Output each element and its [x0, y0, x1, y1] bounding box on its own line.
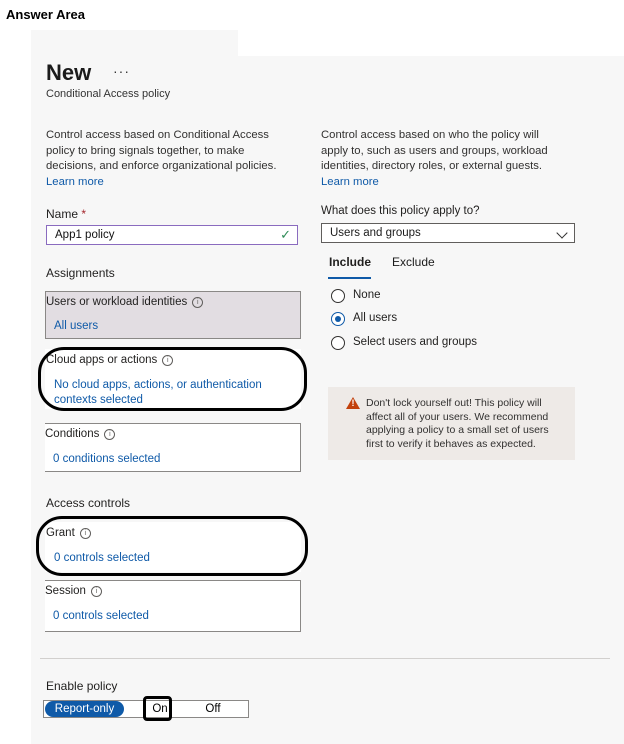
policy-name-value: App1 policy — [55, 229, 115, 241]
users-card-value[interactable]: All users — [54, 320, 99, 332]
info-icon: i — [162, 355, 173, 366]
left-learn-more-link[interactable]: Learn more — [46, 175, 104, 188]
warning-icon-mark: ! — [351, 398, 355, 408]
chevron-down-icon — [556, 227, 567, 238]
radio-none[interactable] — [331, 289, 345, 303]
session-card-title — [45, 585, 102, 597]
page-subtitle: Conditional Access policy — [46, 88, 171, 100]
tab-include[interactable]: Include — [329, 255, 372, 269]
right-description — [321, 128, 561, 190]
lockout-warning — [328, 387, 575, 460]
left-description-text: Control access based on Conditional Access policy to bring signals together, to make decisions, and enforce organizational policies. — [46, 129, 277, 172]
cloud-apps-value-line1: No cloud apps, actions, or authentication — [54, 379, 262, 391]
highlight-oval-grant — [36, 516, 308, 576]
option-report-only[interactable]: Report-only — [45, 701, 124, 717]
users-card-title-text: Users or workload identities — [46, 296, 188, 308]
radio-all-users[interactable] — [331, 312, 345, 326]
users-workload-card[interactable] — [45, 291, 301, 339]
name-label — [46, 207, 86, 221]
session-card-value[interactable]: 0 controls selected — [53, 610, 149, 622]
page-title: New — [46, 60, 92, 85]
highlight-box-on — [143, 696, 172, 721]
valid-check-icon: ✓ — [280, 227, 291, 242]
tab-exclude[interactable]: Exclude — [392, 255, 435, 269]
left-description — [46, 128, 286, 190]
info-icon: i — [104, 429, 115, 440]
tab-active-underline — [328, 277, 371, 279]
divider — [40, 658, 610, 659]
session-card[interactable] — [45, 580, 301, 632]
panel-top-mask — [238, 30, 624, 56]
grant-card-title-text: Grant — [46, 527, 75, 539]
conditions-card-title — [45, 428, 115, 440]
more-options-button[interactable]: ··· — [113, 63, 130, 79]
cloud-apps-card-title-text: Cloud apps or actions — [46, 354, 158, 366]
session-card-title-text: Session — [45, 585, 86, 597]
name-label-text: Name — [46, 207, 79, 221]
info-icon: i — [80, 528, 91, 539]
conditions-card-title-text: Conditions — [45, 428, 100, 440]
highlight-oval-cloud-apps — [38, 347, 307, 411]
grant-card-value[interactable]: 0 controls selected — [54, 552, 150, 564]
warning-text: Don't lock yourself out! This policy will affect all of your users. We recommend applying a policy to a small set of users first to verify it behaves as expected. — [366, 397, 549, 450]
assignments-heading: Assignments — [46, 266, 115, 280]
access-controls-heading: Access controls — [46, 496, 131, 510]
info-icon: i — [91, 586, 102, 597]
conditions-card-value[interactable]: 0 conditions selected — [53, 453, 161, 465]
option-on[interactable]: On — [152, 703, 168, 715]
apply-to-label: What does this policy apply to? — [321, 205, 480, 217]
answer-area-label: Answer Area — [6, 7, 85, 22]
radio-all-users-label: All users — [353, 312, 398, 324]
policy-name-input[interactable] — [46, 225, 298, 245]
apply-to-dropdown[interactable] — [321, 223, 575, 243]
enable-policy-label: Enable policy — [46, 679, 118, 693]
info-icon: i — [192, 297, 203, 308]
radio-select-users[interactable] — [331, 336, 345, 350]
radio-none-label: None — [353, 289, 381, 301]
cloud-apps-value-line2: contexts selected — [54, 394, 143, 406]
option-off[interactable]: Off — [205, 703, 221, 715]
required-mark: * — [81, 207, 87, 221]
radio-select-users-label: Select users and groups — [353, 336, 478, 348]
conditions-card[interactable] — [45, 423, 301, 472]
right-learn-more-link[interactable]: Learn more — [321, 175, 379, 188]
right-description-text: Control access based on who the policy will apply to, such as users and groups, workload identities, directory roles, or external guests. — [321, 129, 548, 172]
users-card-title — [46, 296, 203, 308]
apply-to-selected: Users and groups — [330, 227, 421, 239]
